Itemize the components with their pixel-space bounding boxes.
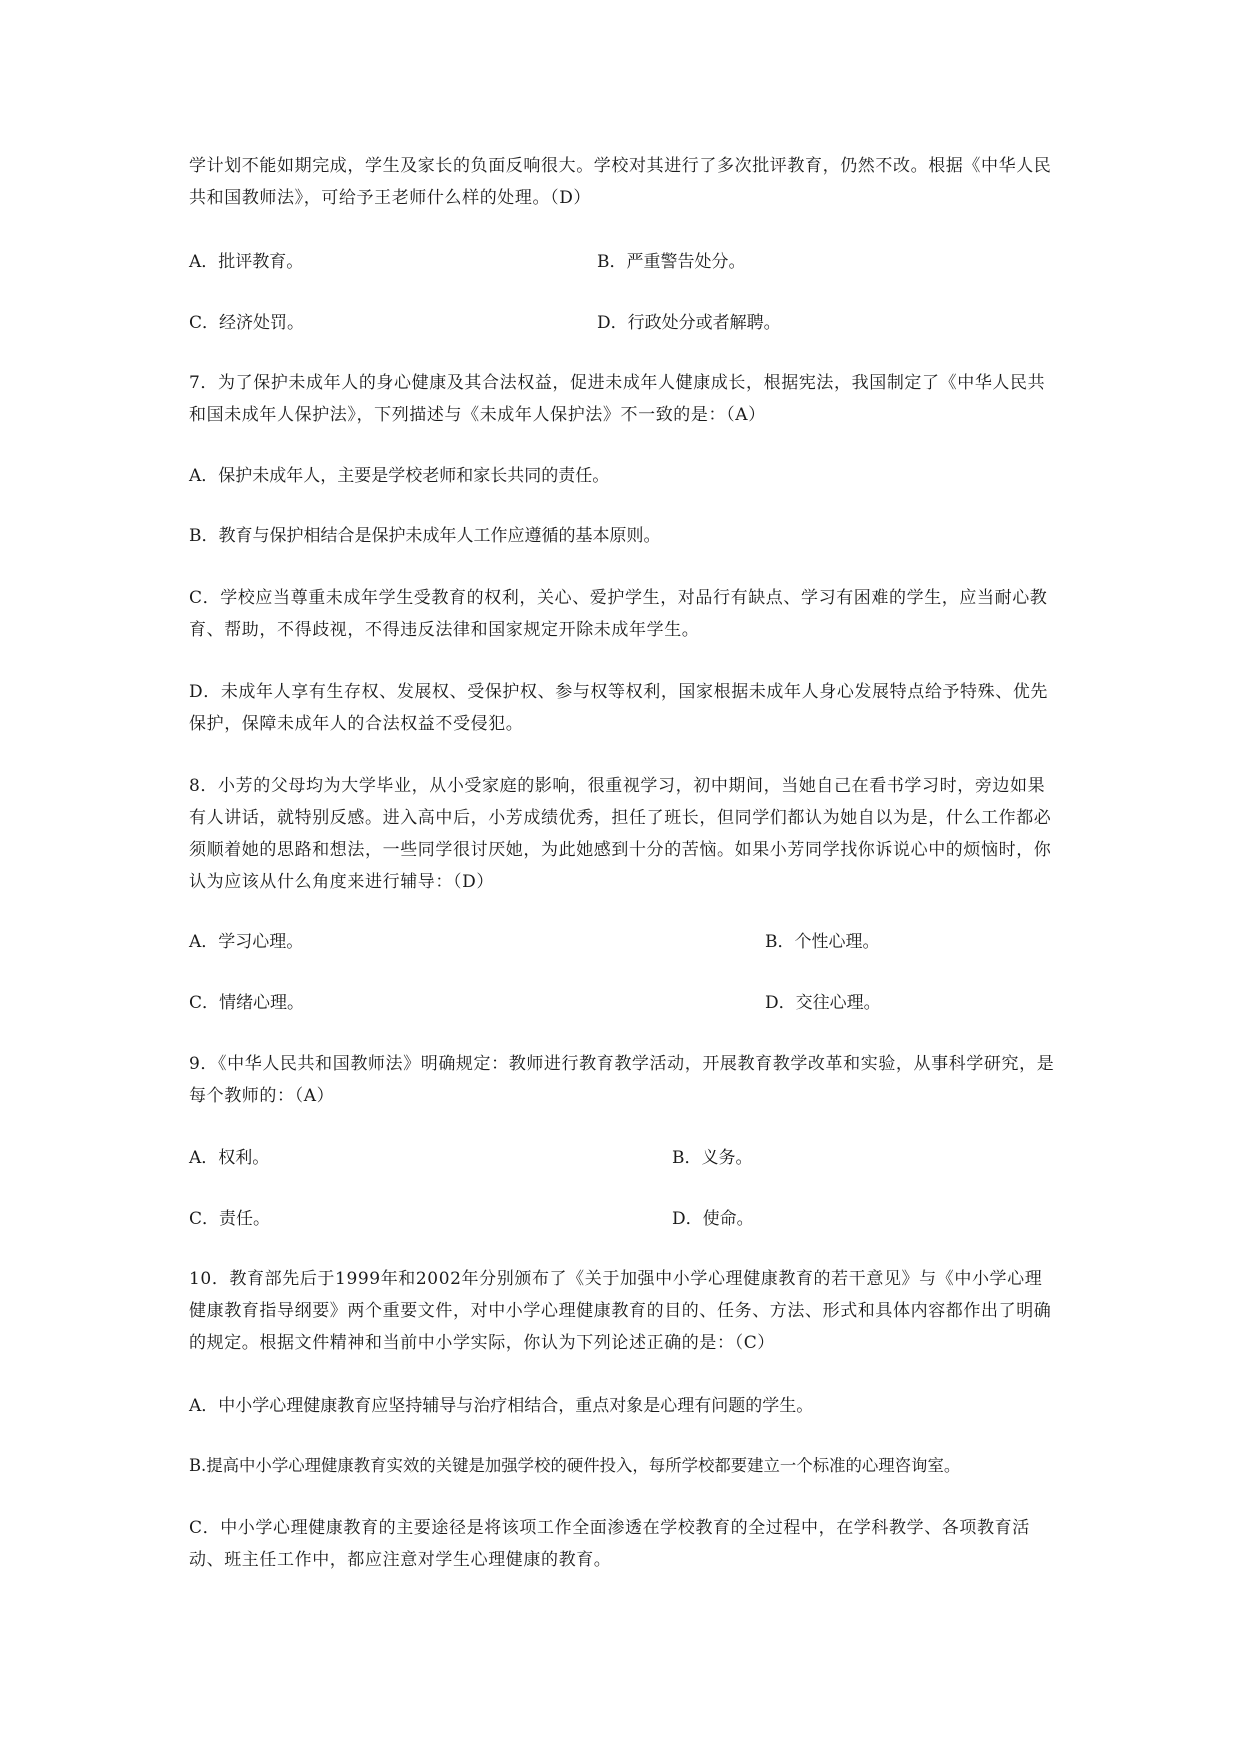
- q10-option-b: B.提高中小学心理健康教育实效的关键是加强学校的硬件投入，每所学校都要建立一个标准的心理咨询室。: [189, 1456, 961, 1475]
- q8-option-c: C．情绪心理。: [189, 993, 305, 1013]
- q9-stem: 9．《中华人民共和国教师法》明确规定：教师进行教育教学活动，开展教育教学改革和实验，从事科学研究，是每个教师的：（A）: [189, 1054, 1055, 1106]
- q9-option-c: C．责任。: [189, 1209, 271, 1229]
- q10-stem: 10．教育部先后于1999年和2002年分别颁布了《关于加强中小学心理健康教育的若干意见》与《中小学心理健康教育指导纲要》两个重要文件，对中小学心理健康教育的目的、任务、方法、形式和具体内容都作出了明确的规定。根据文件精神和当前中小学实际，你认为下列论述正确的是：（C）: [189, 1269, 1052, 1353]
- q7-option-b: B．教育与保护相结合是保护未成年人工作应遵循的基本原则。: [189, 526, 661, 546]
- q10-option-a: A．中小学心理健康教育应坚持辅导与治疗相结合，重点对象是心理有问题的学生。: [189, 1396, 814, 1416]
- q8-option-a: A．学习心理。: [189, 932, 304, 952]
- q6-stem: 学计划不能如期完成，学生及家长的负面反响很大。学校对其进行了多次批评教育，仍然不改。根据《中华人民共和国教师法》，可给予王老师什么样的处理。（D）: [189, 156, 1052, 208]
- q9-option-b: B．义务。: [672, 1148, 753, 1168]
- q8-stem: 8．小芳的父母均为大学毕业，从小受家庭的影响，很重视学习，初中期间，当她自己在看书学习时，旁边如果有人讲话，就特别反感。进入高中后，小芳成绩优秀，担任了班长，但同学们都认为她自以为是，什么工作都必须顺着她的思路和想法，一些同学很讨厌她，为此她感到十分的苦恼。如果小芳同学找你诉说心中的烦恼时，你认为应该从什么角度来进行辅导：（D）: [189, 776, 1052, 892]
- q8-option-b: B．个性心理。: [765, 932, 880, 952]
- q7-option-d: D．未成年人享有生存权、发展权、受保护权、参与权等权利，国家根据未成年人身心发展特点给予特殊、优先保护，保障未成年人的合法权益不受侵犯。: [189, 682, 1049, 734]
- q7-option-a: A．保护未成年人，主要是学校老师和家长共同的责任。: [189, 466, 610, 486]
- q7-option-c: C．学校应当尊重未成年学生受教育的权利，关心、爱护学生，对品行有缺点、学习有困难的学生，应当耐心教育、帮助，不得歧视，不得违反法律和国家规定开除未成年学生。: [189, 588, 1048, 640]
- q10-option-c: C．中小学心理健康教育的主要途径是将该项工作全面渗透在学校教育的全过程中，在学科教学、各项教育活动、班主任工作中，都应注意对学生心理健康的教育。: [189, 1518, 1030, 1570]
- q6-option-b: B．严重警告处分。: [597, 252, 746, 272]
- q7-stem: 7．为了保护未成年人的身心健康及其合法权益，促进未成年人健康成长，根据宪法，我国制定了《中华人民共和国未成年人保护法》，下列描述与《未成年人保护法》不一致的是：（A）: [189, 373, 1046, 425]
- q6-option-c: C．经济处罚。: [189, 313, 305, 333]
- q9-option-a: A．权利。: [189, 1148, 270, 1168]
- q6-option-d: D．行政处分或者解聘。: [597, 313, 781, 333]
- q6-option-a: A．批评教育。: [189, 252, 304, 272]
- q9-option-d: D．使命。: [672, 1209, 754, 1229]
- q8-option-d: D．交往心理。: [765, 993, 881, 1013]
